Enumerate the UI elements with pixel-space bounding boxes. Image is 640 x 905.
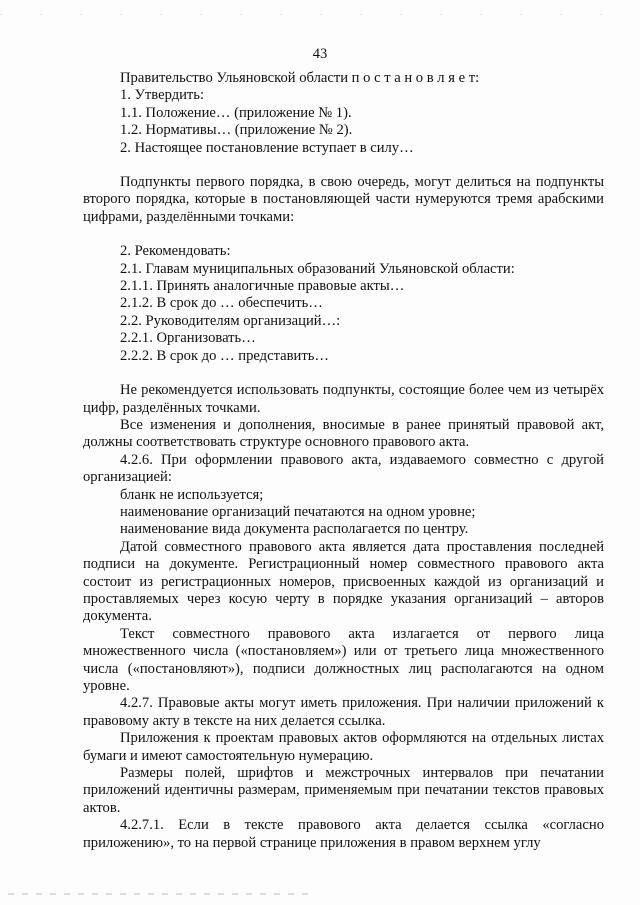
spacer [83, 226, 604, 243]
document-body [83, 70, 604, 852]
paragraph: 1.2. Нормативы… (приложение № 2). [120, 122, 353, 139]
paragraph: Датой совместного правового акта является дата проставления последней подписи на документе. Регистрационный номер совместного правового акта состоит из регистрационных номеров, присвоенных каждой из организаций и проставляемых через косую черту в порядке указания организаций – авторов документа. [83, 538, 604, 625]
page-number: 43 [312, 46, 328, 62]
paragraph: 4.2.7.1. Если в тексте правового акта делается ссылка «согласно приложению», то на первой странице приложения в правом верхнем углу [83, 817, 604, 851]
paragraph: 2.1.2. В срок до … обеспечить… [120, 295, 323, 312]
paragraph: Все изменения и дополнения, вносимые в ранее принятый правовой акт, должны соответствовать структуре основного правового акта. [83, 416, 604, 451]
paragraph: 4.2.7. Правовые акты могут иметь приложения. При наличии приложений к правовому акту в тексте на них делается ссылка. [83, 695, 604, 729]
scan-edge [0, 14, 640, 15]
paragraph: 1. Утвердить: [120, 87, 205, 104]
paragraph: Размеры полей, шрифтов и межстрочных интервалов при печатании приложений идентичны размерам, применяемым при печатании текстов правовых актов. [83, 765, 604, 816]
paragraph: Не рекомендуется использовать подпункты, состоящие более чем из четырёх цифр, разделённых точками. [83, 382, 604, 416]
list-item: бланк не используется; [120, 486, 264, 503]
paragraph: Приложения к проектам правовых актов оформляются на отдельных листах бумаги и имеют самостоятельную нумерацию. [83, 730, 604, 764]
spacer [83, 365, 604, 382]
paragraph: 1.1. Положение… (приложение № 1). [120, 104, 352, 121]
paragraph: 2.2. Руководителям организаций…: [120, 312, 341, 329]
paragraph: 2.1. Главам муниципальных образований Ульяновской области: [120, 260, 515, 277]
paragraph: 2. Рекомендовать: [120, 243, 231, 260]
scan-artifact [8, 893, 308, 895]
paragraph: 2.2.2. В срок до … представить… [120, 347, 329, 364]
paragraph: 2. Настоящее постановление вступает в силу… [120, 139, 414, 156]
spacer [83, 157, 604, 174]
paragraph: 4.2.6. При оформлении правового акта, издаваемого совместно с другой организацией: [83, 451, 604, 486]
paragraph: Подпункты первого порядка, в свою очередь, могут делиться на подпункты второго порядка, которые в постановляющей части нумеруются тремя арабскими цифрами, разделёнными точками: [83, 174, 604, 225]
list-item: наименование вида документа располагается по центру. [120, 521, 469, 538]
paragraph: Правительство Ульяновской области п о с т а н о в л я е т: [120, 70, 480, 86]
paragraph: 2.2.1. Организовать… [120, 330, 256, 347]
paragraph: 2.1.1. Принять аналогичные правовые акты… [120, 278, 405, 295]
paragraph: Текст совместного правового акта излагается от первого лица множественного числа («постановляем») или от третьего лица множественного числа («постановляют»), подписи должностных лиц располагаются на одном уровне. [83, 625, 604, 694]
list-item: наименование организаций печатаются на одном уровне; [120, 503, 476, 520]
